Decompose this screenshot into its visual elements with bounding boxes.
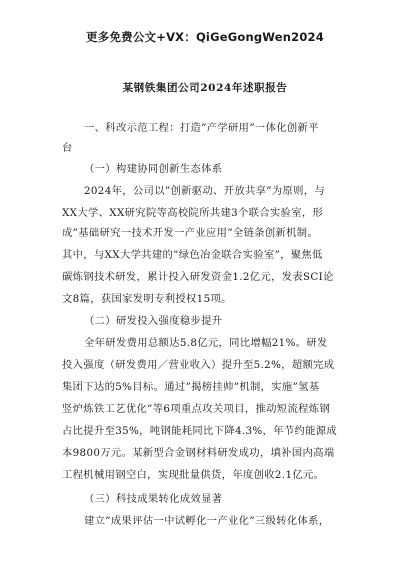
paragraph-line: 占比提升至35%，吨钢能耗同比下降4.3%，年节约能源成 [62, 425, 338, 437]
heading-1-line-2: 台 [62, 142, 73, 154]
paragraph-line: 竖炉炼铁工艺优化”等6项重点攻关项目，推动短流程炼钢 [62, 403, 331, 415]
paragraph-line: 全年研发费用总额达5.8亿元，同比增幅21%。研发 [84, 337, 328, 349]
paragraph-line: 投入强度（研发费用／营业收入）提升至5.2%，超额完成 [62, 359, 335, 371]
paragraph-line: 成”基础研究一技术开发一产业应用”全链条创新机制。 [62, 227, 319, 239]
paragraph-line: 集团下达的5%目标。通过”揭榜挂帅”机制，实施”氢基 [62, 381, 320, 393]
subheading-1: （一）构建协同创新生态体系 [84, 163, 223, 175]
paragraph-line: 本9800万元。某新型合金钢材料研发成功，填补国内高端 [62, 447, 335, 459]
subheading-2: （二）研发投入强度稳步提升 [84, 315, 223, 327]
paragraph-line: XX大学、XX研究院等高校院所共建3个联合实验室，形 [62, 207, 324, 219]
paragraph-line: 碳炼钢技术研发，累计投入研发资金1.2亿元，发表SCI论 [62, 271, 334, 283]
paragraph-line: 其中，与XX大学共建的”绿色冶金联合实验室”，聚焦低 [62, 249, 323, 261]
subheading-3: （三）科技成果转化成效显著 [84, 493, 223, 505]
paragraph-line: 文8篇，获国家发明专利授权15项。 [62, 293, 232, 305]
promo-banner: 更多免费公文+VX：QiGeGongWen2024 [86, 30, 324, 44]
heading-1-line-1: 一、科改示范工程：打造”产学研用”一体化创新平 [84, 122, 319, 134]
paragraph-line: 2024年，公司以”创新驱动、开放共享”为原则，与 [84, 185, 326, 197]
paragraph-line: 建立”成果评估一中试孵化一产业化”三级转化体系， [84, 515, 330, 527]
paragraph-line: 工程机械用钢空白，实现批量供货，年度创收2.1亿元。 [62, 469, 325, 481]
document-title: 某钢铁集团公司2024年述职报告 [122, 82, 288, 94]
